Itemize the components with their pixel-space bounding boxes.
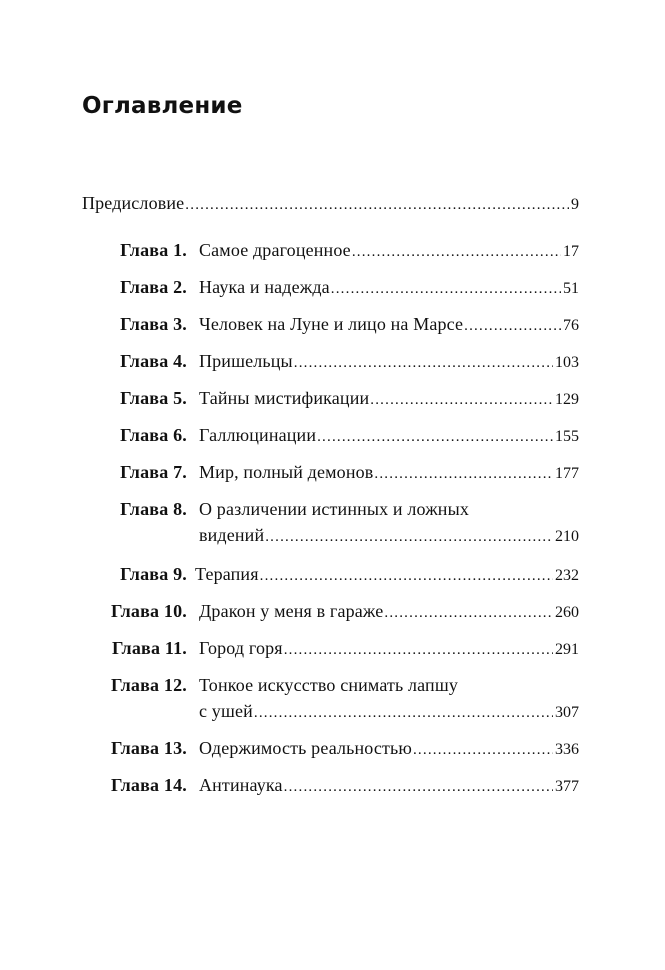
toc-entry-chapter-10[interactable] (199, 600, 579, 624)
toc-entry-title: Антинаука (199, 775, 283, 795)
toc-entry-chapter-4[interactable] (199, 350, 579, 374)
toc-entry-title[interactable]: О различении истинных и ложных (199, 499, 469, 519)
dot-leader (464, 315, 561, 337)
toc-entry-title: Мир, полный демонов (199, 462, 374, 482)
toc-entry-chapter-13[interactable] (199, 737, 579, 761)
chapter-label: Глава 6. (120, 425, 187, 445)
toc-entry-title: Тайны мистификации (199, 388, 370, 408)
dot-leader (413, 739, 553, 761)
toc-entry-title: Пришельцы (199, 351, 293, 371)
dot-leader (352, 241, 561, 263)
dot-leader (185, 194, 569, 216)
dot-leader (284, 776, 553, 798)
chapter-label: Глава 10. (110, 601, 187, 621)
toc-entry-title: Человек на Луне и лицо на Марсе (199, 314, 464, 334)
toc-entry-page: 336 (555, 741, 579, 758)
dot-leader (384, 602, 553, 624)
chapter-label: Глава 5. (120, 388, 187, 408)
toc-entry-chapter-11[interactable] (199, 637, 579, 661)
toc-entry-title: Наука и надежда (199, 277, 330, 297)
toc-entry-page: 377 (555, 778, 579, 795)
toc-entry-title: Галлюцинации (199, 425, 317, 445)
chapter-label: Глава 2. (120, 277, 187, 297)
toc-entry-chapter-8[interactable] (199, 524, 579, 548)
toc-entry-chapter-1[interactable] (199, 239, 579, 263)
chapter-label: Глава 13. (110, 738, 187, 758)
toc-entry-chapter-7[interactable] (199, 461, 579, 485)
chapter-label: Глава 8. (120, 499, 187, 519)
chapter-label: Глава 11. (111, 638, 187, 658)
toc-entry-page: 76 (563, 317, 579, 334)
chapter-label: Глава 9. (120, 564, 187, 584)
toc-entry-title-continued: видений (199, 525, 265, 545)
toc-entry-page: 232 (555, 567, 579, 584)
page-title: Оглавление (82, 93, 243, 119)
dot-leader (260, 565, 553, 587)
toc-entry-chapter-2[interactable] (199, 276, 579, 300)
toc-entry-title: Самое драгоценное (199, 240, 351, 260)
dot-leader (254, 702, 553, 724)
toc-entry-page: 260 (555, 604, 579, 621)
dot-leader (331, 278, 561, 300)
dot-leader (374, 463, 553, 485)
chapter-label: Глава 7. (120, 462, 187, 482)
toc-entry-page: 291 (555, 641, 579, 658)
toc-entry-chapter-5[interactable] (199, 387, 579, 411)
toc-entry-preface[interactable] (82, 192, 579, 216)
chapter-label: Глава 3. (120, 314, 187, 334)
toc-entry-page: 129 (555, 391, 579, 408)
toc-entry-chapter-6[interactable] (199, 424, 579, 448)
dot-leader (284, 639, 553, 661)
toc-entry-page: 155 (555, 428, 579, 445)
toc-entry-page: 210 (555, 528, 579, 545)
dot-leader (370, 389, 553, 411)
chapter-label: Глава 1. (120, 240, 187, 260)
toc-entry-page: 307 (555, 704, 579, 721)
toc-entry-title: Дракон у меня в гараже (199, 601, 384, 621)
toc-entry-title: Терапия (195, 564, 259, 584)
chapter-label: Глава 14. (110, 775, 187, 795)
toc-entry-chapter-12[interactable] (199, 700, 579, 724)
toc-entry-title-continued: с ушей (199, 701, 253, 721)
toc-entry-page: 103 (555, 354, 579, 371)
toc-entry-title[interactable]: Тонкое искусство снимать лапшу (199, 675, 458, 695)
toc-entry-title: Предисловие (82, 193, 185, 213)
toc-entry-title: Город горя (199, 638, 283, 658)
toc-entry-page: 51 (563, 280, 579, 297)
toc-entry-page: 17 (563, 243, 579, 260)
toc-entry-chapter-14[interactable] (199, 774, 579, 798)
dot-leader (294, 352, 553, 374)
dot-leader (317, 426, 553, 448)
chapter-label: Глава 12. (110, 675, 187, 695)
toc-entry-chapter-3[interactable] (199, 313, 579, 337)
toc-entry-title: Одержимость реальностью (199, 738, 412, 758)
toc-entry-page: 177 (555, 465, 579, 482)
toc-entry-page: 9 (571, 196, 579, 213)
dot-leader (265, 526, 553, 548)
toc-entry-chapter-9[interactable] (195, 563, 579, 587)
chapter-label: Глава 4. (120, 351, 187, 371)
